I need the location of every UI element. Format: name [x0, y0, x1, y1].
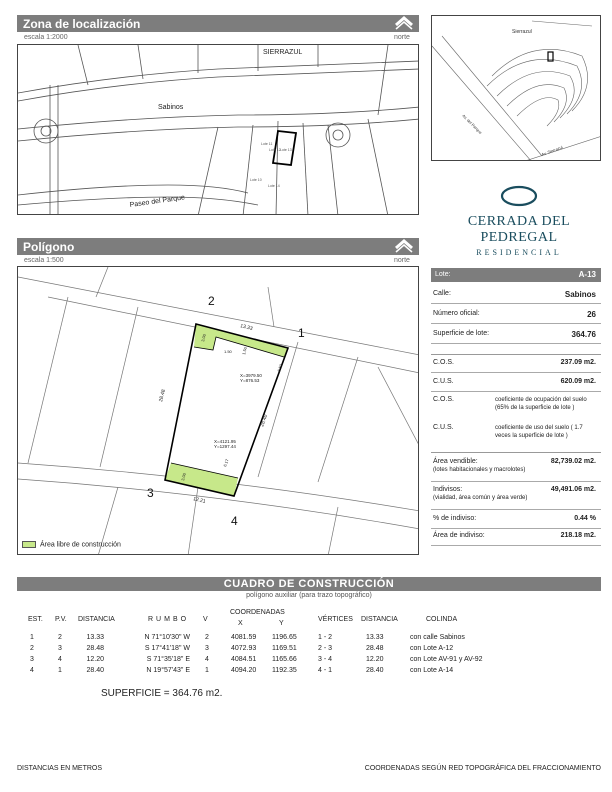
vendible-value: 82,739.02 m2. [550, 458, 596, 465]
legend [22, 541, 121, 548]
poligono-north: norte [394, 257, 410, 264]
indivisos-sub: (vialidad, área común y área verde) [433, 495, 528, 501]
calle-label: Calle: [433, 290, 451, 297]
table-cell: 1 [30, 634, 34, 641]
dim-label: 1.50 [224, 349, 232, 354]
table-cell: 28.40 [366, 667, 384, 674]
pct-value: 0.44 % [574, 515, 596, 522]
table-cell: 2 [205, 634, 209, 641]
mini-map [431, 15, 601, 161]
table-cell: 3 [58, 645, 62, 652]
cuadro-title: CUADRO DE CONSTRUCCIÓN [17, 577, 601, 591]
table-cell: N 71°10'30" W [144, 634, 190, 641]
pct-label: % de indiviso: [433, 515, 477, 522]
table-cell: 2 [58, 634, 62, 641]
dim-label: 28.40 [259, 413, 270, 428]
dim-label: 3.00 [200, 333, 207, 343]
mini-label: Sierrazul [512, 29, 532, 35]
table-cell: 12.20 [366, 656, 384, 663]
info-cus-desc [431, 424, 601, 446]
free-area-bottom [165, 463, 238, 496]
table-cell: 4081.59 [231, 634, 257, 641]
cus-desc: coeficiente de uso del suelo ( 1.7 veces la superficie de lote ) [495, 425, 583, 439]
legend-swatch [22, 541, 36, 548]
table-cell: con Lote A-12 [410, 645, 454, 652]
cos-value: 237.09 m2. [560, 359, 596, 366]
coord-label: Y=876.53 [240, 378, 260, 383]
lot-label: Lote 10 [250, 178, 262, 182]
vertex-label: 3 [147, 486, 154, 500]
vertex-label: 1 [298, 326, 305, 340]
table-cell: S 17°41'18" W [144, 645, 190, 652]
vendible-sub: (lotes habitacionales y macrolotes) [433, 467, 526, 473]
cos-desc-label: C.O.S. [433, 396, 455, 403]
table-cell: 4084.51 [231, 656, 257, 663]
col-header: DISTANCIA [78, 616, 115, 623]
table-cell: 1 [58, 667, 62, 674]
vertex-label: 4 [231, 514, 238, 528]
lot-label: Lote 11 [261, 142, 273, 146]
footer-left: DISTANCIAS EN METROS [17, 765, 103, 772]
table-cell: 4072.93 [231, 645, 257, 652]
area-label: Área de indiviso: [433, 532, 485, 539]
dim-label: 1.50 [241, 346, 248, 356]
zona-title: Zona de localización [23, 17, 141, 31]
col-header: V [203, 616, 208, 623]
info-cos [431, 359, 601, 373]
table-cell: 1 - 2 [318, 634, 333, 641]
col-header: DISTANCIA [361, 616, 398, 623]
street-sabinos: Sabinos [158, 104, 184, 111]
area-value: 218.18 m2. [560, 532, 596, 539]
table-cell: 28.48 [86, 645, 104, 652]
numero-value: 26 [587, 310, 596, 319]
chevron-up-icon[interactable] [393, 14, 415, 30]
dim-label: 6.52 [276, 363, 284, 373]
info-indivisos [431, 486, 601, 510]
mini-map-svg [432, 16, 601, 161]
dim-label: 13.33 [239, 323, 254, 332]
zona-header [17, 15, 419, 32]
calle-value: Sabinos [564, 290, 596, 299]
cus-value: 620.09 m2. [560, 378, 596, 385]
table-cell: 2 [30, 645, 34, 652]
table-cell: con Lote A-14 [410, 667, 454, 674]
table-cell: 1196.65 [272, 634, 297, 641]
poligono-map [17, 266, 419, 555]
table-cell: 4 [205, 656, 209, 663]
poligono-svg [18, 267, 419, 555]
zona-scale: escala 1:2000 [24, 34, 68, 41]
superficie-value: 364.76 [571, 330, 596, 339]
table-cell: con Lote AV-91 y AV-92 [410, 656, 483, 663]
table-cell: 4094.20 [231, 667, 257, 674]
zona-north: norte [394, 34, 410, 41]
col-header: EST. [28, 616, 43, 623]
info-superficie [431, 330, 601, 344]
dim-label: 12.21 [192, 496, 207, 505]
legend-label: Área libre de construcción [40, 541, 121, 549]
table-cell: 3 [30, 656, 34, 663]
info-cus [431, 378, 601, 392]
cus-desc-label: C.U.S. [433, 424, 454, 431]
col-header: P.V. [55, 616, 67, 623]
poligono-header [17, 238, 419, 255]
table-cell: 28.48 [366, 645, 384, 652]
cuadro-subtitle: polígono auxiliar (para trazo topográfico) [246, 592, 372, 599]
table-cell: 28.40 [86, 667, 104, 674]
mini-label: Av. del Parque [461, 113, 484, 136]
info-cos-desc [431, 396, 601, 418]
superficie-total: SUPERFICIE = 364.76 m2. [101, 688, 223, 699]
zona-map-svg [18, 45, 419, 215]
table-cell: 3 - 4 [318, 656, 333, 663]
logo-icon [499, 185, 539, 207]
logo-title: CERRADA DEL PEDREGAL [467, 214, 571, 245]
table-cell: 1192.35 [272, 667, 297, 674]
vendible-label: Área vendible: [433, 458, 478, 465]
table-cell: 4 [30, 667, 34, 674]
mini-label: Av. Sierrazul [540, 144, 564, 157]
col-header: COLINDA [426, 616, 458, 623]
coord-label: Y=1297.44 [214, 444, 236, 449]
table-cell: N 19°57'43" E [146, 667, 190, 674]
footer-right: COORDENADAS SEGÚN RED TOPOGRÁFICA DEL FRACCIONAMIENTO [364, 765, 601, 772]
vertex-label: 2 [208, 294, 215, 308]
table-cell: 4 - 1 [318, 667, 333, 674]
dim-label: 28.48 [158, 388, 167, 403]
poligono-scale: escala 1:500 [24, 257, 64, 264]
lot-label: Lote 13 [280, 148, 292, 152]
numero-label: Número oficial: [433, 310, 480, 317]
info-vendible [431, 458, 601, 482]
col-header: VÉRTICES [318, 616, 353, 623]
cos-desc: coeficiente de ocupación del suelo (65% de la superficie de lote ) [495, 397, 587, 411]
table-cell: 3 [205, 645, 209, 652]
table-cell: 2 - 3 [318, 645, 333, 652]
col-header: COORDENADAS [230, 609, 285, 616]
cos-label: C.O.S. [433, 359, 455, 366]
table-cell: 4 [58, 656, 62, 663]
table-cell: S 71°35'18" E [146, 656, 190, 663]
table-cell: 1 [205, 667, 209, 674]
table-cell: 13.33 [86, 634, 104, 641]
table-cell: 1165.66 [272, 656, 297, 663]
table-cell: 13.33 [366, 634, 384, 641]
indivisos-label: Indivisos: [433, 486, 463, 493]
poligono-title: Polígono [23, 240, 75, 254]
lot-label: Lote 14 [268, 184, 280, 188]
table-cell: con calle Sabinos [410, 634, 465, 641]
dim-label: 3.00 [180, 472, 187, 482]
street-serrazul: SIERRAZUL [263, 49, 303, 56]
indivisos-value: 49,491.06 m2. [550, 486, 596, 493]
cus-label: C.U.S. [433, 378, 454, 385]
info-area [431, 532, 601, 546]
col-header: Y [279, 620, 284, 627]
info-lote-header [431, 268, 601, 282]
logo-subtitle: RESIDENCIAL [476, 248, 562, 257]
col-header: X [238, 620, 243, 627]
table-cell: 1169.51 [272, 645, 297, 652]
coord-label: X=3979.50 [240, 373, 262, 378]
lot-label: Lote 12 [269, 148, 281, 152]
info-pct [431, 515, 601, 529]
brand-logo [433, 185, 605, 257]
lote-label: Lote: [435, 271, 451, 278]
zona-map [17, 44, 419, 215]
superficie-label: Superficie de lote: [433, 330, 490, 337]
info-calle [431, 290, 601, 304]
table-cell: 12.20 [86, 656, 104, 663]
coord-label: X=4121.95 [214, 439, 236, 444]
lote-value: A-13 [578, 270, 596, 279]
col-header: RUMBO [148, 616, 190, 623]
info-numero [431, 310, 601, 324]
dim-label: 6.17 [222, 458, 230, 468]
street-paseo: Paseo del Parque [129, 194, 186, 209]
chevron-up-icon[interactable] [393, 237, 415, 253]
